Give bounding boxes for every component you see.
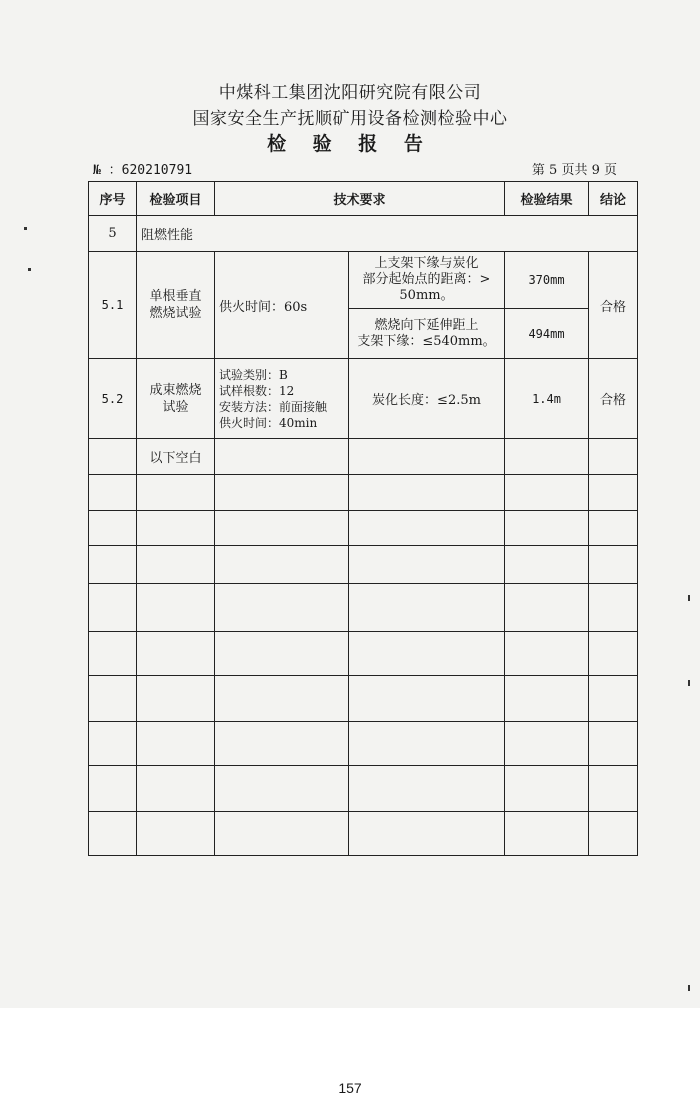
table-row-5-1a <box>89 252 638 309</box>
row-5-2-req: 炭化长度：≤2.5m <box>349 359 505 439</box>
table-row-empty <box>89 676 638 722</box>
table-row-empty <box>89 584 638 632</box>
table-row-5-2 <box>89 359 638 439</box>
scan-speck <box>24 227 27 230</box>
header-verdict: 结论 <box>589 182 638 216</box>
empty-cell <box>589 439 638 475</box>
row-5-1-result-1: 370mm <box>505 252 589 309</box>
org-name: 中煤科工集团沈阳研究院有限公司 <box>218 83 482 103</box>
header-seq: 序号 <box>89 182 137 216</box>
scan-speck <box>688 680 690 686</box>
row-5-1-result-2: 494mm <box>505 309 589 359</box>
row-5-1-number: 5.1 <box>89 252 137 359</box>
row-5-1-condition: 供火时间：60s <box>215 252 349 359</box>
inspection-table <box>88 181 638 856</box>
row-5-2-item: 成束燃烧 试验 <box>137 359 215 439</box>
table-row-empty <box>89 475 638 511</box>
header-item: 检验项目 <box>137 182 215 216</box>
row-5-2-result: 1.4m <box>505 359 589 439</box>
row-5-1-item: 单根垂直 燃烧试验 <box>137 252 215 359</box>
page-info: 第 5 页共 9 页 <box>531 163 617 178</box>
table-header-row <box>89 182 638 216</box>
center-name: 国家安全生产抚顺矿用设备检测检验中心 <box>192 109 508 129</box>
row-5-1-req-2: 燃烧向下延伸距上 支架下缘：≤540mm。 <box>349 309 505 359</box>
table-row-blank-note <box>89 439 638 475</box>
table-row-empty <box>89 766 638 812</box>
scan-speck <box>28 268 31 271</box>
table-row-empty <box>89 632 638 676</box>
blank-note: 以下空白 <box>137 439 215 475</box>
section-title: 阻燃性能 <box>137 216 638 252</box>
table-row-empty <box>89 511 638 546</box>
row-5-2-verdict: 合格 <box>589 359 638 439</box>
row-5-1-verdict: 合格 <box>589 252 638 359</box>
row-5-2-condition: 试验类别：B 试样根数：12 安装方法：前面接触 供火时间：40min <box>215 359 349 439</box>
page-number: 157 <box>338 1080 362 1096</box>
row-5-2-number: 5.2 <box>89 359 137 439</box>
header-requirement: 技术要求 <box>215 182 505 216</box>
section-number: 5 <box>89 216 137 252</box>
table-row-empty <box>89 546 638 584</box>
table-row-empty <box>89 812 638 856</box>
empty-cell <box>215 439 349 475</box>
scan-speck <box>688 985 690 991</box>
header-result: 检验结果 <box>505 182 589 216</box>
table-row-section <box>89 216 638 252</box>
scan-speck <box>688 595 690 601</box>
empty-cell <box>505 439 589 475</box>
empty-cell <box>349 439 505 475</box>
row-5-1-req-1: 上支架下缘与炭化 部分起始点的距离：> 50mm。 <box>349 252 505 309</box>
table-row-empty <box>89 722 638 766</box>
empty-cell <box>89 439 137 475</box>
report-title: 检 验 报 告 <box>267 133 433 155</box>
report-number: № ：620210791 <box>93 163 193 178</box>
